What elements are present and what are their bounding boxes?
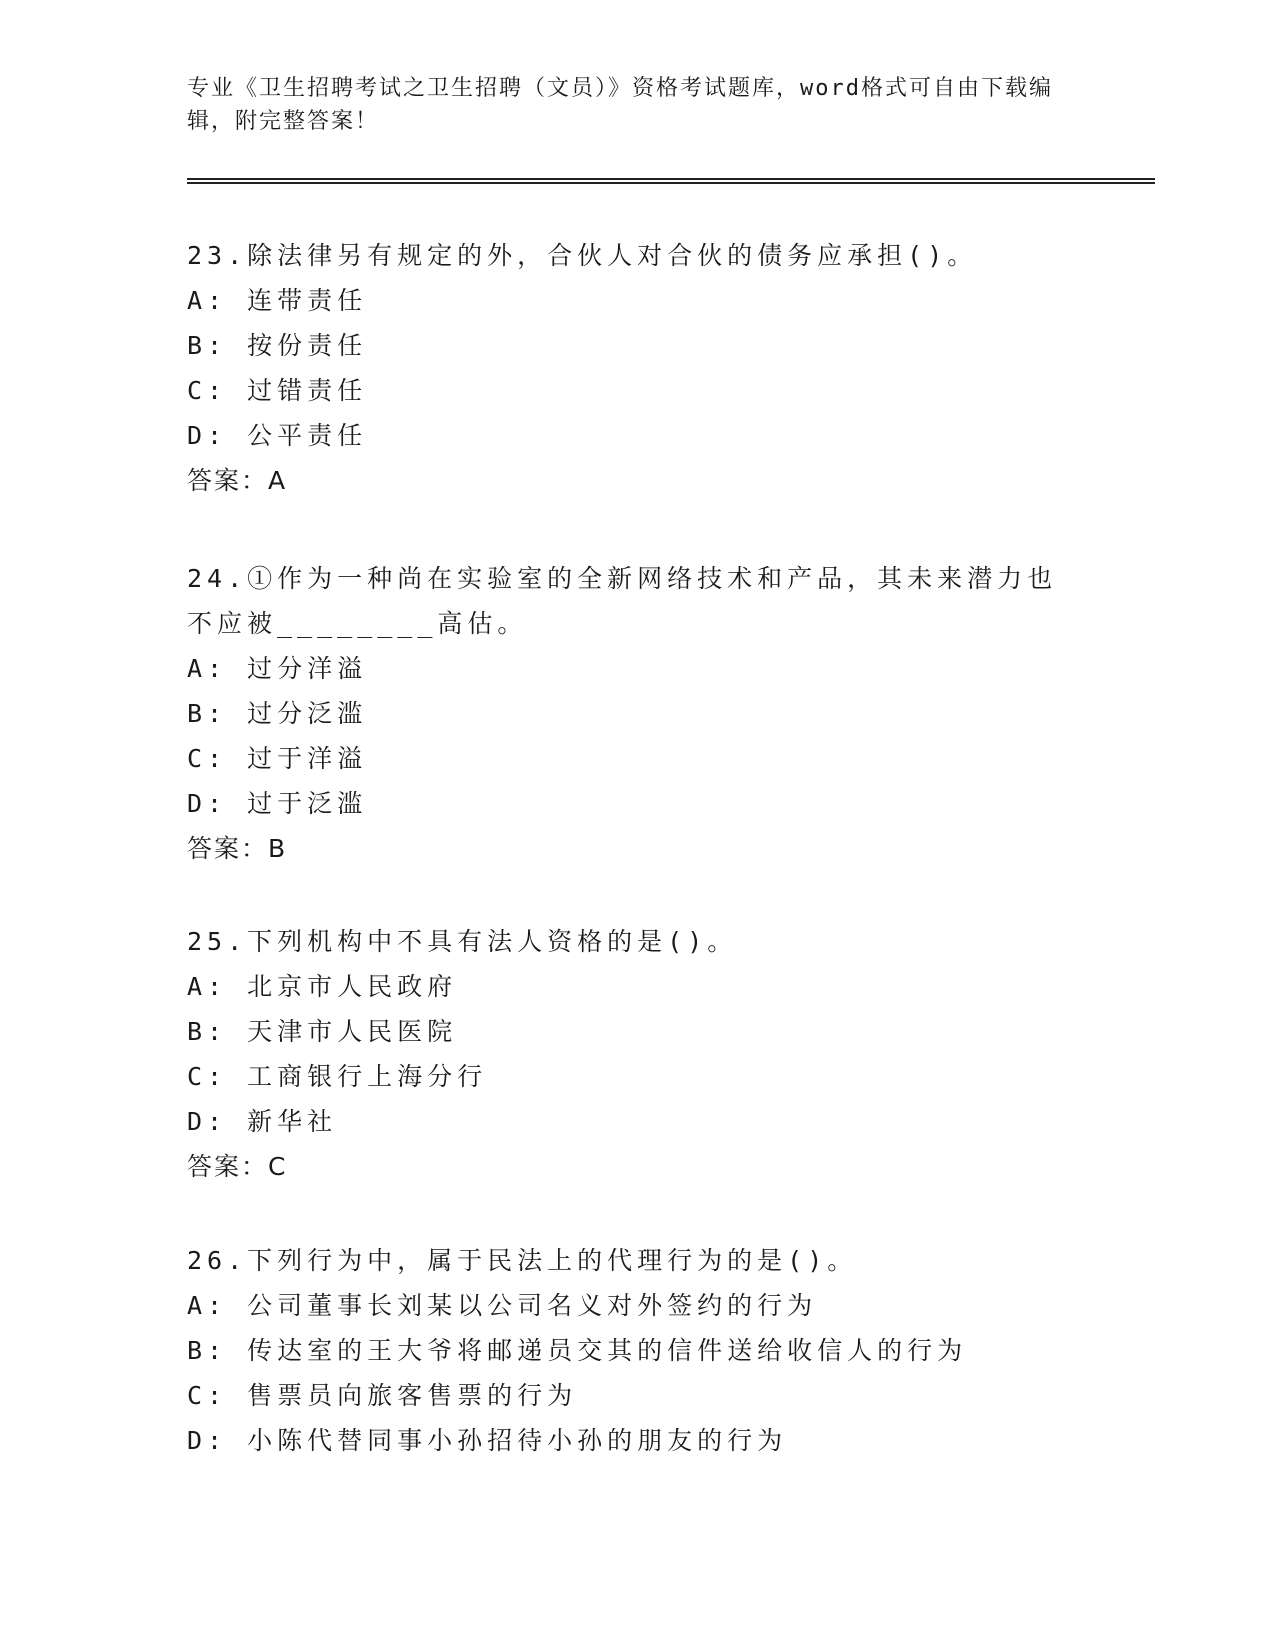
- question-stem: 26.下列行为中，属于民法上的代理行为的是()。: [187, 1246, 858, 1275]
- question-stem: 24.①作为一种尚在实验室的全新网络技术和产品，其未来潜力也不应被________高估。: [187, 564, 1058, 638]
- header-divider: [187, 178, 1155, 184]
- option-b: B: 过分泛滥: [187, 699, 368, 728]
- option-d: D: 新华社: [187, 1107, 338, 1136]
- option-a: A: 公司董事长刘某以公司名义对外签约的行为: [187, 1291, 818, 1320]
- option-c: C: 过于洋溢: [187, 744, 368, 773]
- option-a: A: 北京市人民政府: [187, 972, 458, 1001]
- question-23: [187, 233, 1087, 503]
- question-25: [187, 919, 1087, 1189]
- option-c: C: 售票员向旅客售票的行为: [187, 1381, 578, 1410]
- question-stem: 23.除法律另有规定的外，合伙人对合伙的债务应承担()。: [187, 241, 978, 270]
- option-a: A: 连带责任: [187, 286, 368, 315]
- option-b: B: 传达室的王大爷将邮递员交其的信件送给收信人的行为: [187, 1336, 968, 1365]
- option-d: D: 小陈代替同事小孙招待小孙的朋友的行为: [187, 1426, 788, 1455]
- option-d: D: 公平责任: [187, 421, 368, 450]
- option-b: B: 按份责任: [187, 331, 368, 360]
- header-text: 专业《卫生招聘考试之卫生招聘（文员）》资格考试题库，word格式可自由下载编辑，附完整答案！: [187, 76, 1053, 134]
- option-a: A: 过分洋溢: [187, 654, 368, 683]
- option-c: C: 过错责任: [187, 376, 368, 405]
- answer-line: 答案：B: [187, 834, 288, 863]
- answer-line: 答案：A: [187, 466, 288, 495]
- option-c: C: 工商银行上海分行: [187, 1062, 488, 1091]
- answer-line: 答案：C: [187, 1152, 288, 1181]
- document-header: [187, 72, 1067, 138]
- question-24: [187, 556, 1087, 871]
- option-b: B: 天津市人民医院: [187, 1017, 458, 1046]
- question-26: [187, 1238, 1087, 1463]
- question-stem: 25.下列机构中不具有法人资格的是()。: [187, 927, 738, 956]
- option-d: D: 过于泛滥: [187, 789, 368, 818]
